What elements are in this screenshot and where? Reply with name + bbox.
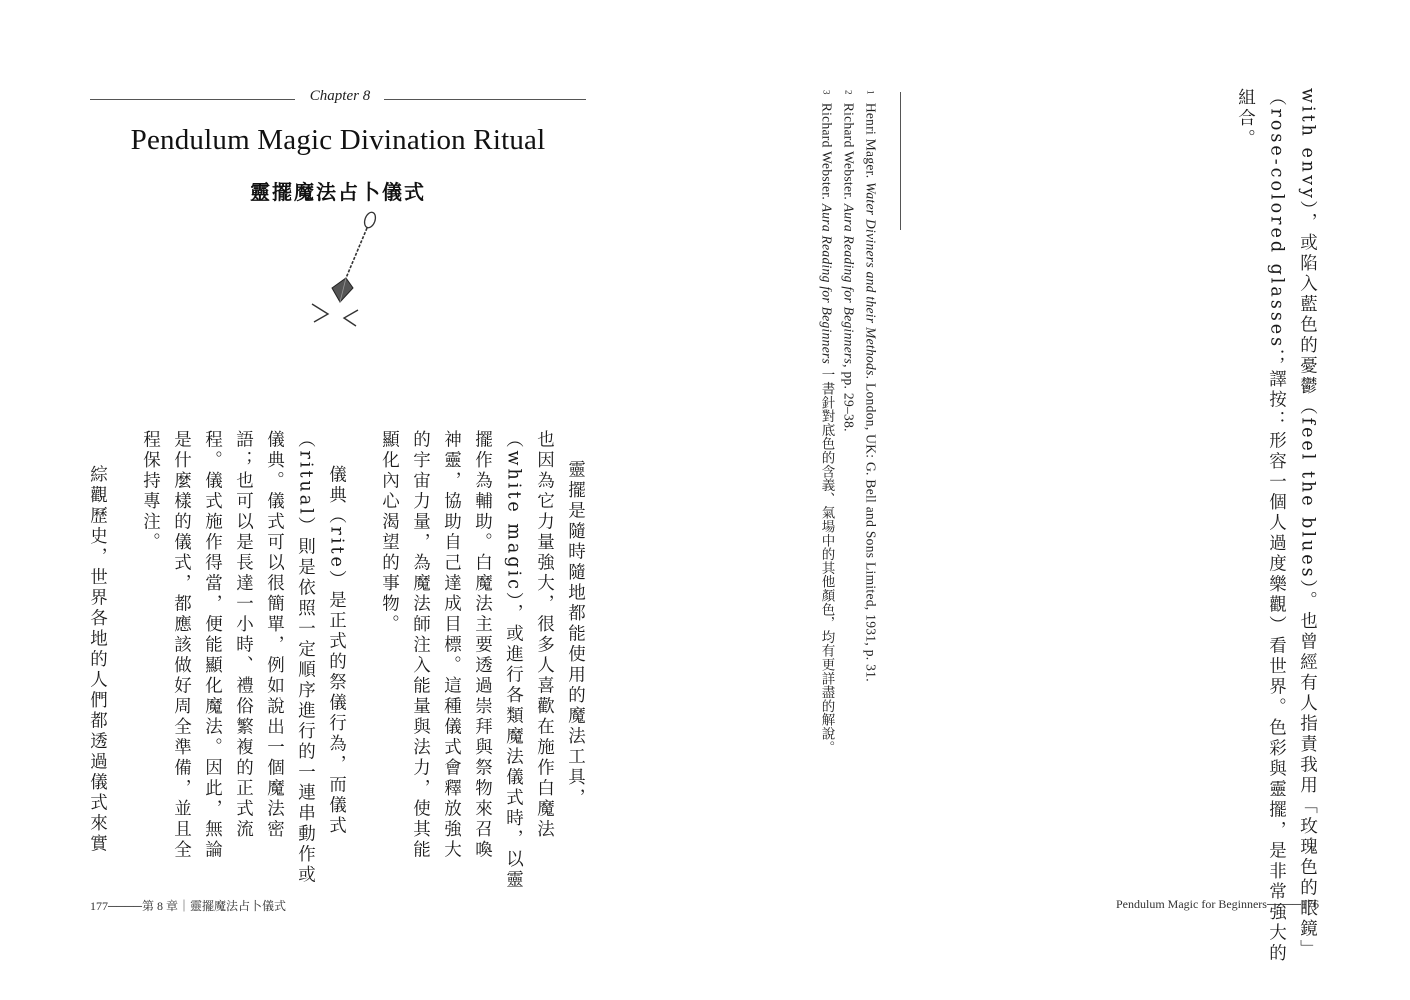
footnote-rule — [900, 92, 901, 230]
body-column: 也因為它力量強大，很多人喜歡在施作白魔法 — [534, 430, 555, 840]
chapter-rule-left — [90, 99, 295, 100]
footnote-text: Henri Mager. — [863, 102, 879, 183]
chapter-rule-right — [384, 99, 586, 100]
body-column: 儀典。儀式可以很簡單，例如說出一個魔法密 — [264, 430, 285, 840]
body-column: （white magic），或進行各類魔法儀式時，以靈 — [503, 430, 524, 891]
footnote-text: Richard Webster. — [819, 102, 835, 204]
footnote-italic-title: Water Diviners and their Methods — [863, 182, 879, 376]
body-column: 擺作為輔助。白魔法主要透過崇拜與祭物來召喚 — [472, 430, 493, 861]
footnote-3 — [820, 90, 834, 754]
footnote-number: 1 — [865, 90, 876, 95]
footnote-text: . London, UK: G. Bell and Sons Limited, 1931, p. 31. — [863, 375, 879, 682]
chapter-title-chinese: 靈擺魔法占卜儀式 — [250, 180, 426, 204]
body-column: 是什麼樣的儀式，都應該做好周全準備，並且全 — [171, 430, 192, 861]
body-column: 程。儀式施作得當，便能顯化魔法。因此，無論 — [202, 430, 223, 861]
body-column: 顯化內心渴望的事物。 — [379, 430, 400, 635]
footnote-text: Richard Webster. — [841, 102, 857, 204]
body-column: 儀典（rite）是正式的祭儀行為，而儀式 — [326, 465, 347, 837]
footnote-2 — [842, 90, 856, 432]
chapter-label: Chapter 8 — [309, 88, 371, 104]
body-column: 綜觀歷史，世界各地的人們都透過儀式來實 — [87, 465, 108, 855]
body-column: 靈擺是隨時隨地都能使用的魔法工具， — [565, 460, 586, 809]
footnote-1 — [864, 90, 878, 682]
body-column: 的宇宙力量，為魔法師注入能量與法力，使其能 — [410, 430, 431, 861]
body-column: 組合。 — [1235, 88, 1256, 150]
page-footer-left: 177────第 8 章｜靈擺魔法占卜儀式 — [90, 899, 287, 913]
footnote-text: , pp. 29–38. — [841, 364, 857, 432]
pendulum-illustration — [300, 208, 380, 336]
footnote-italic-title: Aura Reading for Beginners — [841, 203, 857, 365]
footnote-number: 3 — [821, 90, 832, 95]
footnote-italic-title: Aura Reading for Beginners — [819, 203, 835, 365]
body-column: （ritual）則是依照一定順序進行的一連串動作或 — [295, 430, 316, 886]
body-column: （rose-colored glasses；譯按：形容一個人過度樂觀）看世界。色彩與靈擺，是非常強大的 — [1266, 88, 1287, 965]
body-column: with envy），或陷入藍色的憂鬱（feel the blues）。也曾經有人指責我用「玫瑰色的眼鏡」 — [1297, 88, 1318, 961]
body-column: 神靈，協助自己達成目標。這種儀式會釋放強大 — [441, 430, 462, 861]
footnote-number: 2 — [843, 90, 854, 95]
footnote-text: 一書針對底色的含義、氣場中的其他顏色，均有更詳盡的解說。 — [819, 364, 835, 755]
chapter-title-english: Pendulum Magic Divination Ritual — [130, 124, 546, 156]
body-column: 程保持專注。 — [140, 430, 161, 553]
body-column: 語；也可以是長達一小時、禮俗繁複的正式流 — [233, 430, 254, 840]
page-footer-right: Pendulum Magic for Beginners────176 — [1116, 897, 1319, 911]
